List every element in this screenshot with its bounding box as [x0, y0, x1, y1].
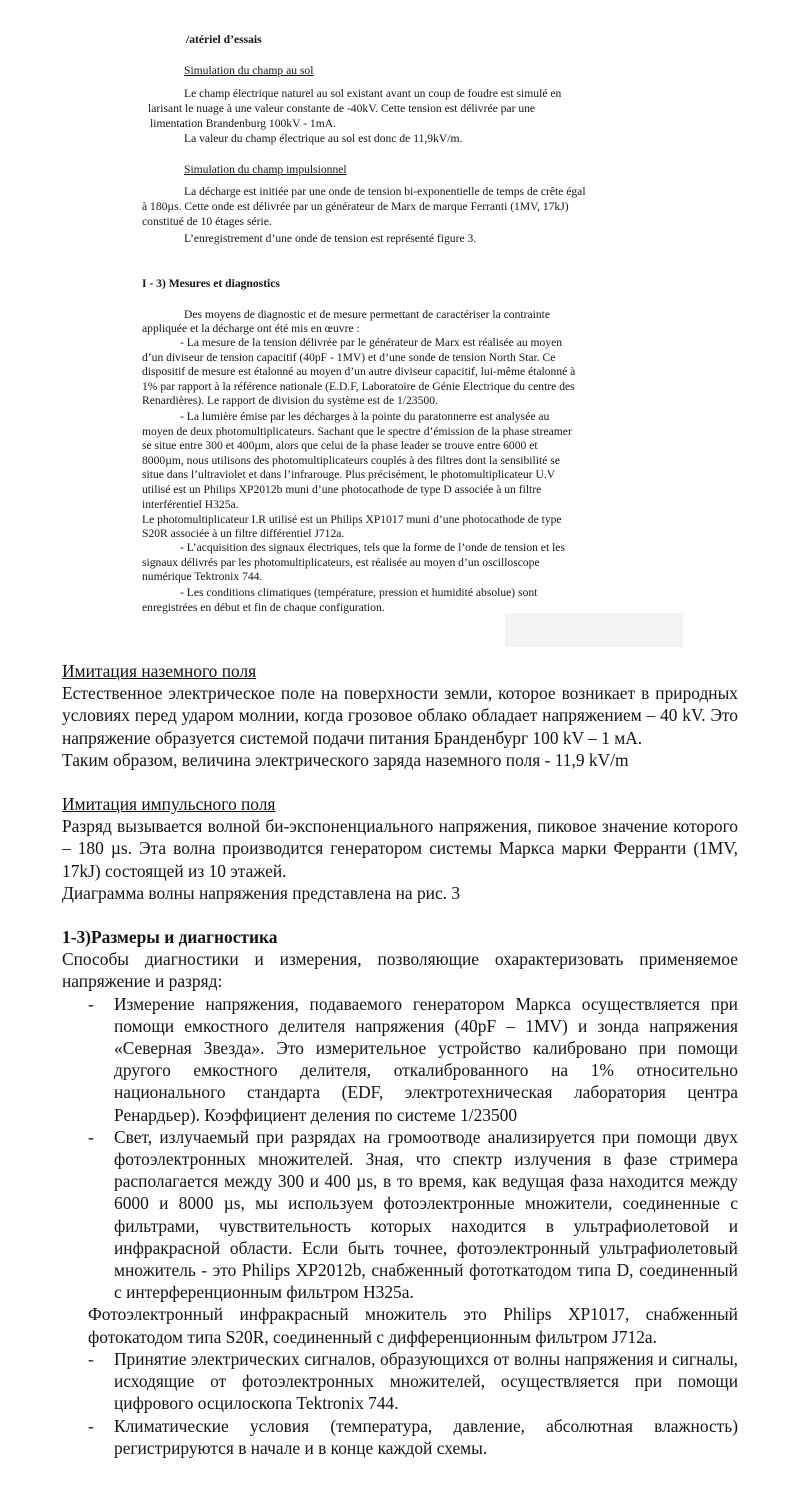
subheading-impulse-field: Имитация импульсного поля	[62, 794, 276, 815]
mes-line: Renardières). Le rapport de division du système est de 1/23500.	[142, 394, 438, 407]
imp-line-2: à 180µs. Cette onde est délivrée par un générateur de Marx de marque Ferranti (1MV, 17kJ)	[142, 200, 569, 213]
mes-line: - L’acquisition des signaux électriques, tels que la forme de l’onde de tension et les	[180, 541, 565, 554]
spacer	[62, 771, 738, 793]
spacer	[62, 904, 738, 926]
mes-line: Des moyens de diagnostic et de mesure permettant de caractériser la contrainte	[184, 308, 551, 321]
mes-line: 8000µm, nous utilisons des photomultiplicateurs couplés à des filtres dont la sensibilité se	[142, 454, 560, 467]
translation-body	[62, 660, 738, 1459]
list-item-signals	[62, 1348, 738, 1415]
mes-line: 1% par rapport à la référence nationale (E.D.F, Laboratoire de Génie Electrique du centre des	[142, 380, 575, 393]
list-dash: -	[88, 1348, 94, 1369]
list-item-text: Измерение напряжения, подаваемого генератором Маркса осуществляется при помощи емкостного делителя напряжения (40pF – 1MV) и зонда напряжения «Северная Звезда». Это измерительное устройство калибровано при помощи другого емкостного делителя, откалиброванного на 1% относительно национального стандарта (EDF, электротехническая лаборатория центра Ренардьер). Коэффициент деления по системе 1/23500	[114, 993, 738, 1125]
mes-line: dispositif de mesure est étalonné au moyen d’un autre diviseur capacitif, lui-même étalonné à	[142, 365, 576, 378]
mes-line: appliquée et la décharge ont été mis en œuvre :	[142, 322, 360, 335]
mes-line: interférentiel H325a.	[142, 498, 239, 511]
mes-line: - La lumière émise par les décharges à la pointe du paratonnerre est analysée au	[180, 410, 550, 423]
heading-measurements: 1-3)Размеры и диагностика	[62, 927, 278, 948]
mes-line: Le photomultiplicateur I.R utilisé est un Philips XP1017 muni d’une photocathode de type	[142, 513, 562, 526]
mes-line: signaux délivrés par les photomultiplicateurs, est réalisée au moyen d’un oscilloscope	[142, 556, 540, 569]
list-item-text: Принятие электрических сигналов, образующихся от волны напряжения и сигналы, исходящие от фотоэлектронных множителей, осуществляется при помощи цифрового осцилоскопа Tektronix 744.	[114, 1348, 738, 1414]
list-item-text: Климатические условия (температура, давление, абсолютная влажность) регистрируются в начале и в конце каждой схемы.	[114, 1415, 738, 1458]
mes-line: S20R associée à un filtre différentiel J712a.	[142, 527, 345, 540]
ground-field-text: Естественное электрическое поле на поверхности земли, которое возникает в природных условиях перед ударом молнии, когда грозовое облако обладает напряжением – 40 kV. Это напряжение образуется системой подачи питания Бранденбург 100 kV – 1 мА.	[62, 683, 738, 748]
sol-line-3: limentation Brandenburg 100kV - 1mA.	[150, 117, 337, 130]
ground-field-value: Таким образом, величина электрического заряда наземного поля - 11,9 kV/m	[62, 749, 629, 770]
subheading-ground-field: Имитация наземного поля	[62, 661, 257, 681]
measurements-intro: Способы диагностики и измерения, позволяющие охарактеризовать применяемое напряжение и разряд:	[62, 949, 738, 992]
mes-line: situe dans l’ultraviolet et dans l’infrarouge. Plus précisément, le photomultiplicateur U.V	[142, 468, 556, 481]
measurements-list	[62, 993, 738, 1304]
list-dash: -	[88, 993, 94, 1014]
imp-line-1: La décharge est initiée par une onde de tension bi-exponentielle de temps de crête égal	[184, 185, 586, 198]
list-dash: -	[88, 1126, 94, 1147]
list-dash: -	[88, 1415, 94, 1436]
list-item-climate	[62, 1415, 738, 1459]
list-item-voltage	[62, 993, 738, 1126]
mes-line: - Les conditions climatiques (température, pression et humidité absolue) sont	[180, 586, 538, 599]
list-item-text: Свет, излучаемый при разрядах на громоотводе анализируется при помощи двух фотоэлектронных множителей. Зная, что спектр излучения в фазе стримера располагается между 300 и 400 µs, в то время, как ведущая фаза находится между 6000 и 8000 µs, мы используем фотоэлектронные множители, соединенные с фильтрами, чувствительность которых находится в ультрафиолетовой и инфракрасной области. Если быть точнее, фотоэлектронный ультрафиолетовый множитель - это Philips XP2012b, снабженный фототкатодом типа D, соединенный с интерференционным фильтром H325a.	[114, 1126, 738, 1303]
impulse-figure-reference: Диаграмма волны напряжения представлена на рис. 3	[62, 882, 461, 903]
sol-line-2: larisant le nuage à une valeur constante de -40kV. Cette tension est délivrée par une	[148, 102, 536, 115]
mes-line: d’un diviseur de tension capacitif (40pF - 1MV) et d’une sonde de tension North Star. Ce	[142, 351, 556, 364]
mes-line: moyen de deux photomultiplicateurs. Sachant que le spectre d’émission de la phase streamer	[142, 425, 572, 438]
mes-line: numérique Tektronix 744.	[142, 570, 263, 583]
sol-line-1: Le champ électrique naturel au sol existant avant un coup de foudre est simulé en	[184, 87, 562, 100]
measurements-list-continued	[62, 1348, 738, 1459]
subheading-champ-sol: Simulation du champ au sol	[184, 64, 314, 77]
heading-materiel: /atériel d’essais	[186, 33, 262, 46]
mes-line: se situe entre 300 et 400µm, alors que celui de la phase leader se trouve entre 6000 et	[142, 439, 538, 452]
heading-mesures: I - 3) Mesures et diagnostics	[142, 277, 280, 290]
imp-line-3: constitué de 10 étages série.	[142, 215, 272, 228]
scanned-source-page	[0, 0, 787, 650]
ir-multiplier-text: Фотоэлектронный инфракрасный множитель это Philips XP1017, снабженный фотокатодом типа S20R, соединенный с дифференционным фильтром J712a.	[88, 1304, 738, 1347]
impulse-field-text: Разряд вызывается волной би-экспоненциального напряжения, пиковое значение которого – 180 µs. Эта волна производится генератором системы Маркса марки Ферранти (1MV, 17kJ) состоящей из 10 этажей.	[62, 816, 738, 881]
imp-line-4: L’enregistrement d’une onde de tension est représenté figure 3.	[184, 232, 477, 245]
scan-artifact	[505, 613, 683, 647]
sol-line-4: La valeur du champ électrique au sol est donc de 11,9kV/m.	[184, 132, 463, 145]
subheading-champ-impulsionnel: Simulation du champ impulsionnel	[184, 163, 347, 176]
mes-line: utilisé est un Philips XP2012b muni d’une photocathode de type D associée à un filtre	[142, 483, 542, 496]
list-item-light	[62, 1126, 738, 1304]
mes-line: enregistrées en début et fin de chaque configuration.	[142, 601, 385, 614]
mes-line: - La mesure de la tension délivrée par le générateur de Marx est réalisée au moyen	[180, 336, 563, 349]
